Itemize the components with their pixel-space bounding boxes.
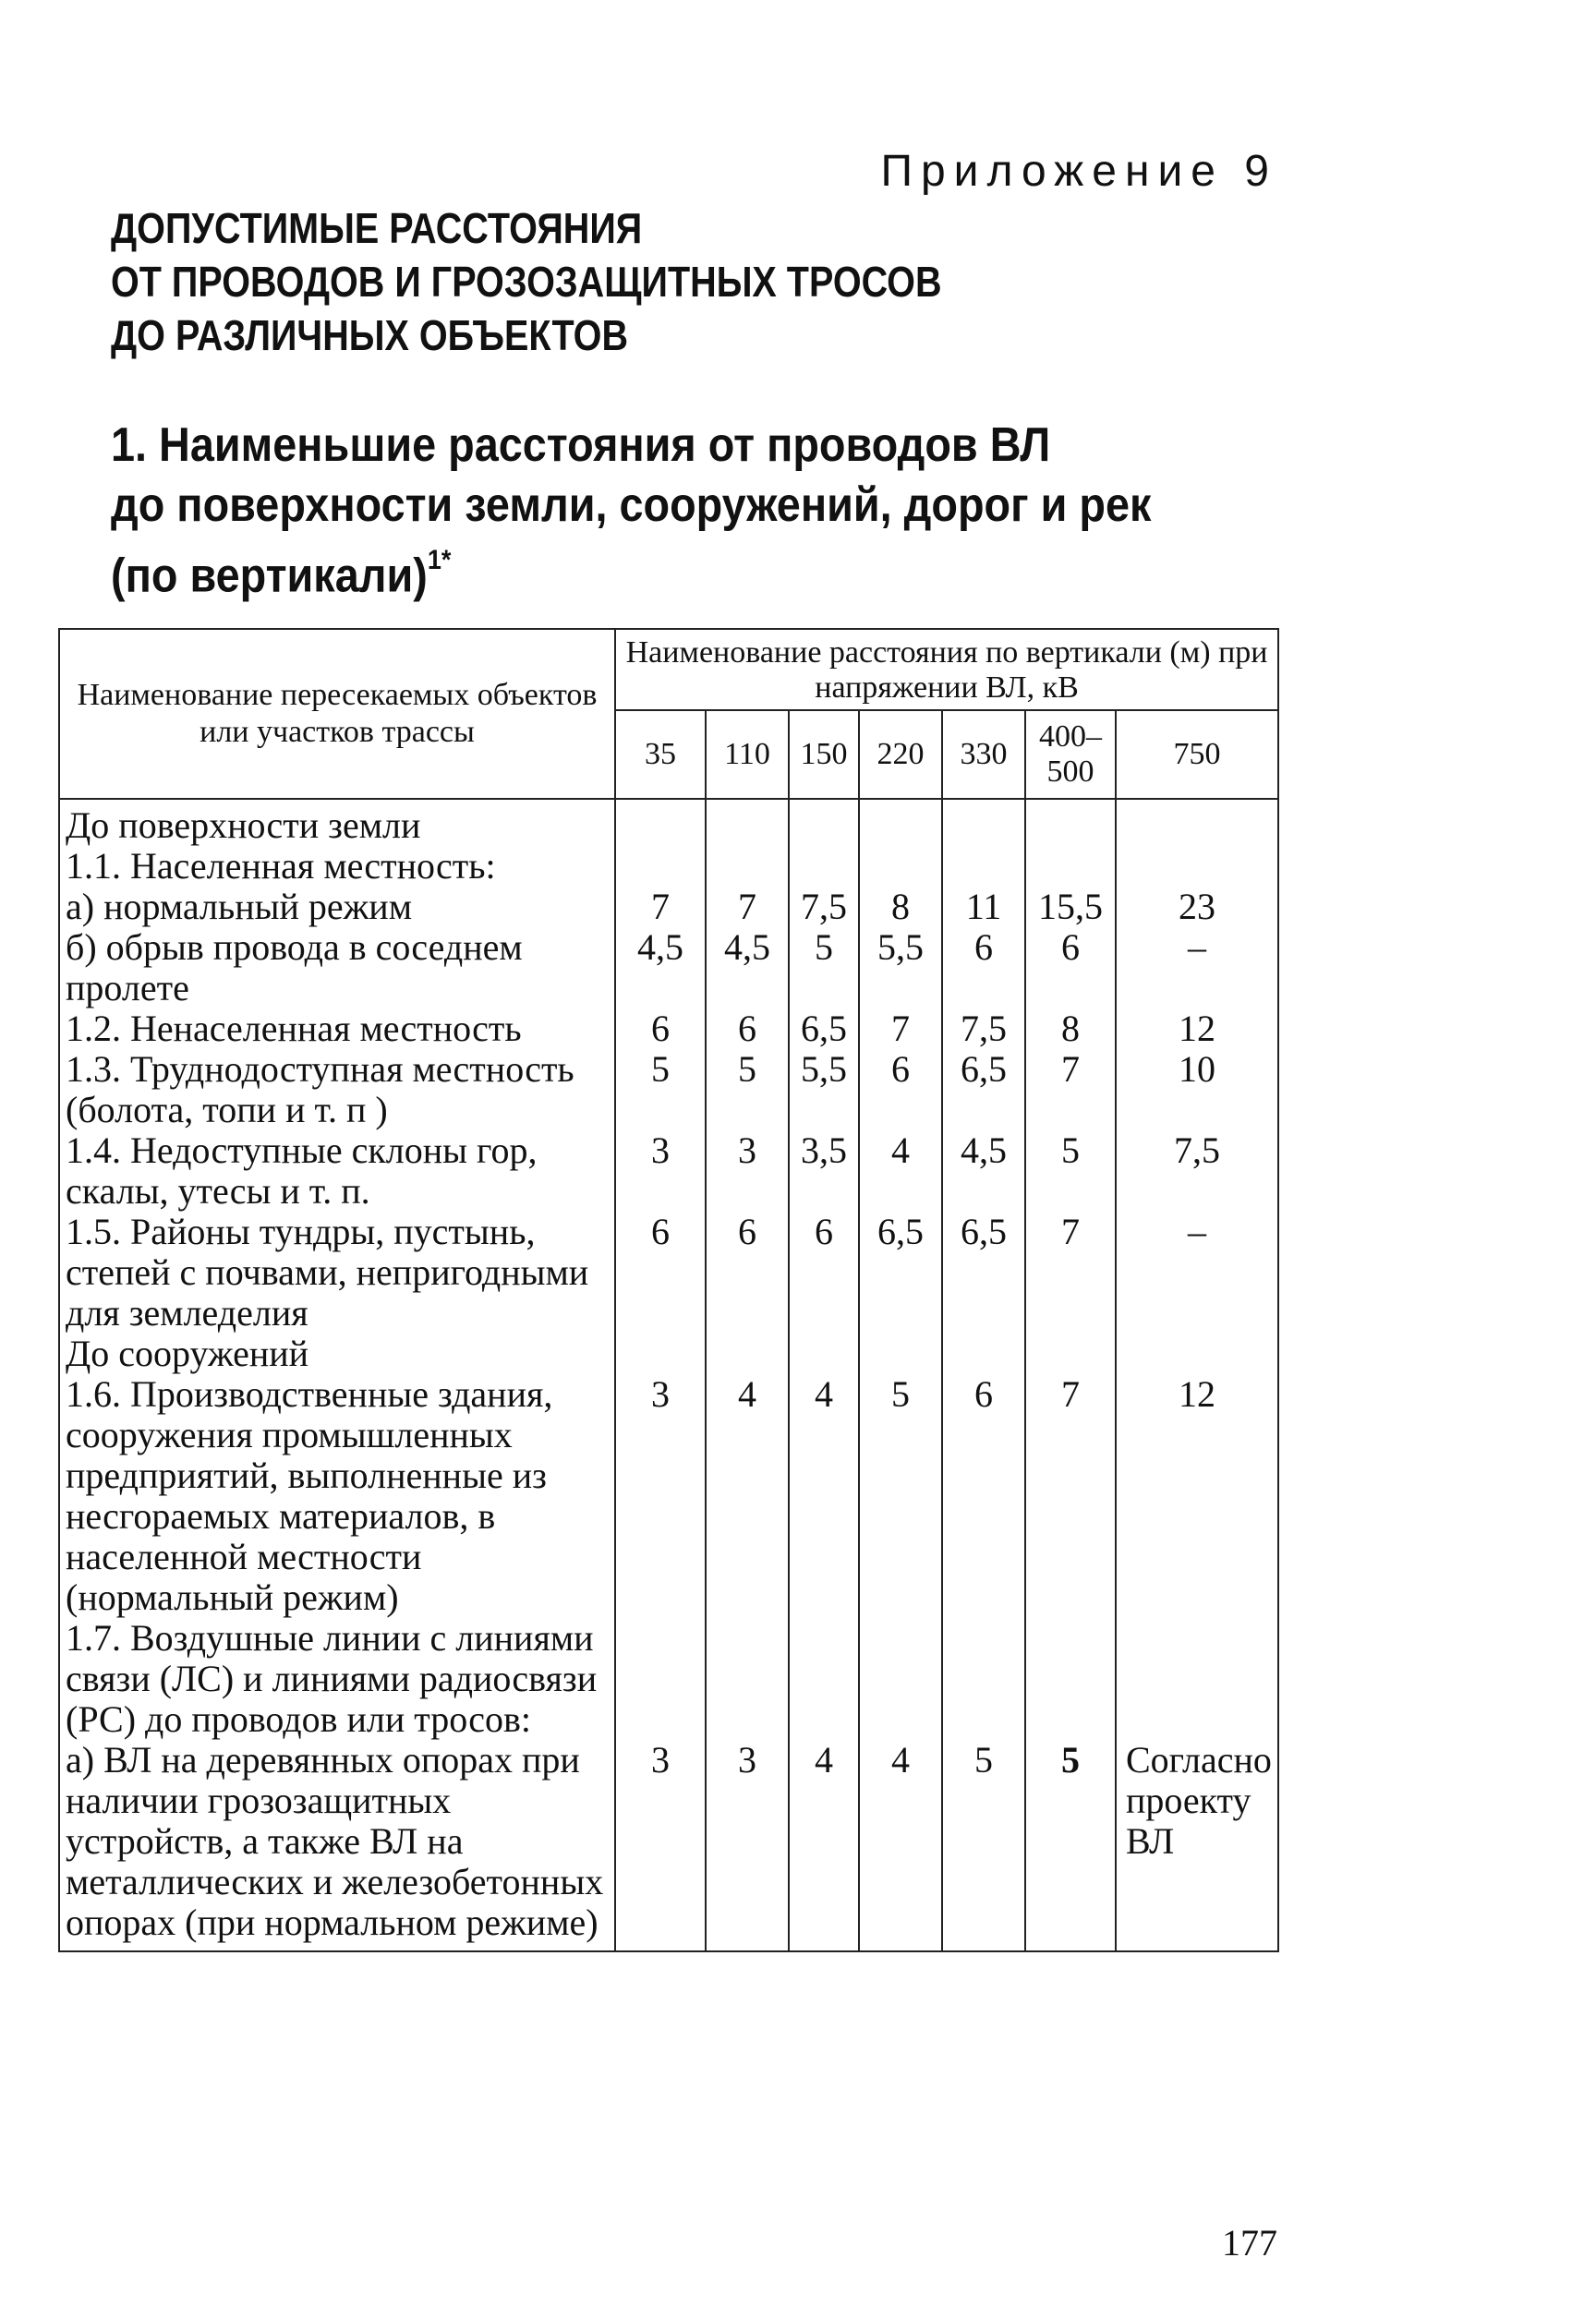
group-label-structures: До сооружений <box>59 1334 615 1374</box>
cell-value: 3 <box>706 1740 789 1951</box>
cell-value: 5 <box>789 927 859 1008</box>
cell-value: 10 <box>1116 1049 1278 1130</box>
cell-value: 3 <box>706 1130 789 1212</box>
distance-table <box>58 628 1279 1952</box>
cell-value: 7,5 <box>942 1008 1025 1049</box>
cell-value: 11 <box>942 887 1025 927</box>
cell-value: 3 <box>615 1130 706 1212</box>
cell-value: 6,5 <box>942 1049 1025 1130</box>
cell-value: 6 <box>789 1212 859 1334</box>
cell-value: 5 <box>859 1374 942 1618</box>
row-label: 1.4. Недоступные склоны гор, скалы, утесы и т. п. <box>59 1130 615 1212</box>
table-row <box>59 1049 1278 1130</box>
cell-value: 6 <box>942 1374 1025 1618</box>
page-number: 177 <box>1222 2222 1277 2264</box>
cell-value: 7 <box>1025 1374 1116 1618</box>
table-row <box>59 846 1278 887</box>
title-line-3: ДО РАЗЛИЧНЫХ ОБЪЕКТОВ <box>111 311 629 359</box>
table-row <box>59 927 1278 1008</box>
header-voltage-330: 330 <box>942 710 1025 799</box>
cell-value: 6 <box>859 1049 942 1130</box>
table-row <box>59 1130 1278 1212</box>
header-vertical-distance: Наименование расстояния по вертикали (м) при напряжении ВЛ, кВ <box>615 629 1278 710</box>
table-row <box>59 1618 1278 1740</box>
cell-value: 3 <box>615 1374 706 1618</box>
cell-value: 6 <box>615 1008 706 1049</box>
cell-value: 7 <box>706 887 789 927</box>
cell-value: Согласно проекту ВЛ <box>1116 1740 1278 1951</box>
cell-value: 23 <box>1116 887 1278 927</box>
table-row <box>59 1740 1278 1951</box>
header-voltage-400-500: 400–500 <box>1025 710 1116 799</box>
table-row <box>59 1008 1278 1049</box>
cell-value: 6 <box>706 1008 789 1049</box>
cell-value: – <box>1116 1212 1278 1334</box>
cell-value: 4 <box>859 1130 942 1212</box>
cell-value: 12 <box>1116 1374 1278 1618</box>
cell-value: 12 <box>1116 1008 1278 1049</box>
header-objects: Наименование пересекаемых объектов или участков трассы <box>59 629 615 799</box>
cell-value: 7 <box>859 1008 942 1049</box>
document-title <box>111 201 942 362</box>
cell-value: 7,5 <box>1116 1130 1278 1212</box>
row-label: 1.1. Населенная местность: <box>59 846 615 887</box>
appendix-label: Приложение 9 <box>880 147 1277 196</box>
cell-value: 5,5 <box>859 927 942 1008</box>
cell-value: 5 <box>615 1049 706 1130</box>
cell-value: 5 <box>942 1740 1025 1951</box>
cell-value: 6,5 <box>942 1212 1025 1334</box>
table-row <box>59 1212 1278 1334</box>
row-label: 1.2. Ненаселенная местность <box>59 1008 615 1049</box>
row-label: 1.3. Труднодоступная местность (болота, топи и т. п ) <box>59 1049 615 1130</box>
cell-value: 4 <box>789 1740 859 1951</box>
row-label: 1.7. Воздушные линии с линиями связи (ЛС) и линиями радиосвязи (РС) до проводов или тросов: <box>59 1618 615 1740</box>
cell-value: 6 <box>1025 927 1116 1008</box>
cell-value: 6,5 <box>789 1008 859 1049</box>
row-label: а) нормальный режим <box>59 887 615 927</box>
table-row <box>59 887 1278 927</box>
cell-value: 3,5 <box>789 1130 859 1212</box>
section-heading-line-2: до поверхности земли, сооружений, дорог и рек <box>111 478 1152 532</box>
cell-value: 4 <box>706 1374 789 1618</box>
header-voltage-35: 35 <box>615 710 706 799</box>
section-heading-line-3 <box>111 536 1151 606</box>
section-heading <box>111 416 1151 606</box>
cell-value: 15,5 <box>1025 887 1116 927</box>
table-row <box>59 1374 1278 1618</box>
cell-value: 4,5 <box>615 927 706 1008</box>
header-voltage-220: 220 <box>859 710 942 799</box>
row-label: 1.6. Производственные здания, сооружения промышленных предприятий, выполненные из несгораемых материалов, в населенной местности (нормальный режим) <box>59 1374 615 1618</box>
cell-value: 7 <box>1025 1049 1116 1130</box>
cell-value: 3 <box>615 1740 706 1951</box>
cell-value: 8 <box>1025 1008 1116 1049</box>
cell-value: 8 <box>859 887 942 927</box>
cell-value: 4 <box>859 1740 942 1951</box>
group-row-structures <box>59 1334 1278 1374</box>
row-label: 1.5. Районы тундры, пустынь, степей с почвами, непригодными для земледелия <box>59 1212 615 1334</box>
cell-value: 4 <box>789 1374 859 1618</box>
title-line-2: ОТ ПРОВОДОВ И ГРОЗОЗАЩИТНЫХ ТРОСОВ <box>111 258 942 306</box>
section-heading-line-3-text: (по вертикали) <box>111 549 428 603</box>
cell-value: 4,5 <box>706 927 789 1008</box>
section-heading-line-1: 1. Наименьшие расстояния от проводов ВЛ <box>111 418 1051 472</box>
footnote-mark: 1* <box>427 545 452 575</box>
header-voltage-750: 750 <box>1116 710 1278 799</box>
cell-value: 5 <box>1025 1130 1116 1212</box>
cell-value: 6 <box>706 1212 789 1334</box>
title-line-1: ДОПУСТИМЫЕ РАССТОЯНИЯ <box>111 204 643 252</box>
row-label: а) ВЛ на деревянных опорах при наличии грозозащитных устройств, а также ВЛ на металлических и железобетонных опорах (при нормальном режиме) <box>59 1740 615 1951</box>
group-label-ground: До поверхности земли <box>59 799 615 846</box>
cell-value: 6,5 <box>859 1212 942 1334</box>
cell-value: 7 <box>615 887 706 927</box>
group-row-ground <box>59 799 1278 846</box>
cell-value: 7,5 <box>789 887 859 927</box>
cell-value: – <box>1116 927 1278 1008</box>
cell-value: 6 <box>615 1212 706 1334</box>
cell-value: 6 <box>942 927 1025 1008</box>
row-label: б) обрыв провода в соседнем пролете <box>59 927 615 1008</box>
cell-value: 5 <box>706 1049 789 1130</box>
header-voltage-150: 150 <box>789 710 859 799</box>
cell-value: 7 <box>1025 1212 1116 1334</box>
header-voltage-110: 110 <box>706 710 789 799</box>
cell-value: 5,5 <box>789 1049 859 1130</box>
cell-value: 5 <box>1025 1740 1116 1951</box>
cell-value: 4,5 <box>942 1130 1025 1212</box>
